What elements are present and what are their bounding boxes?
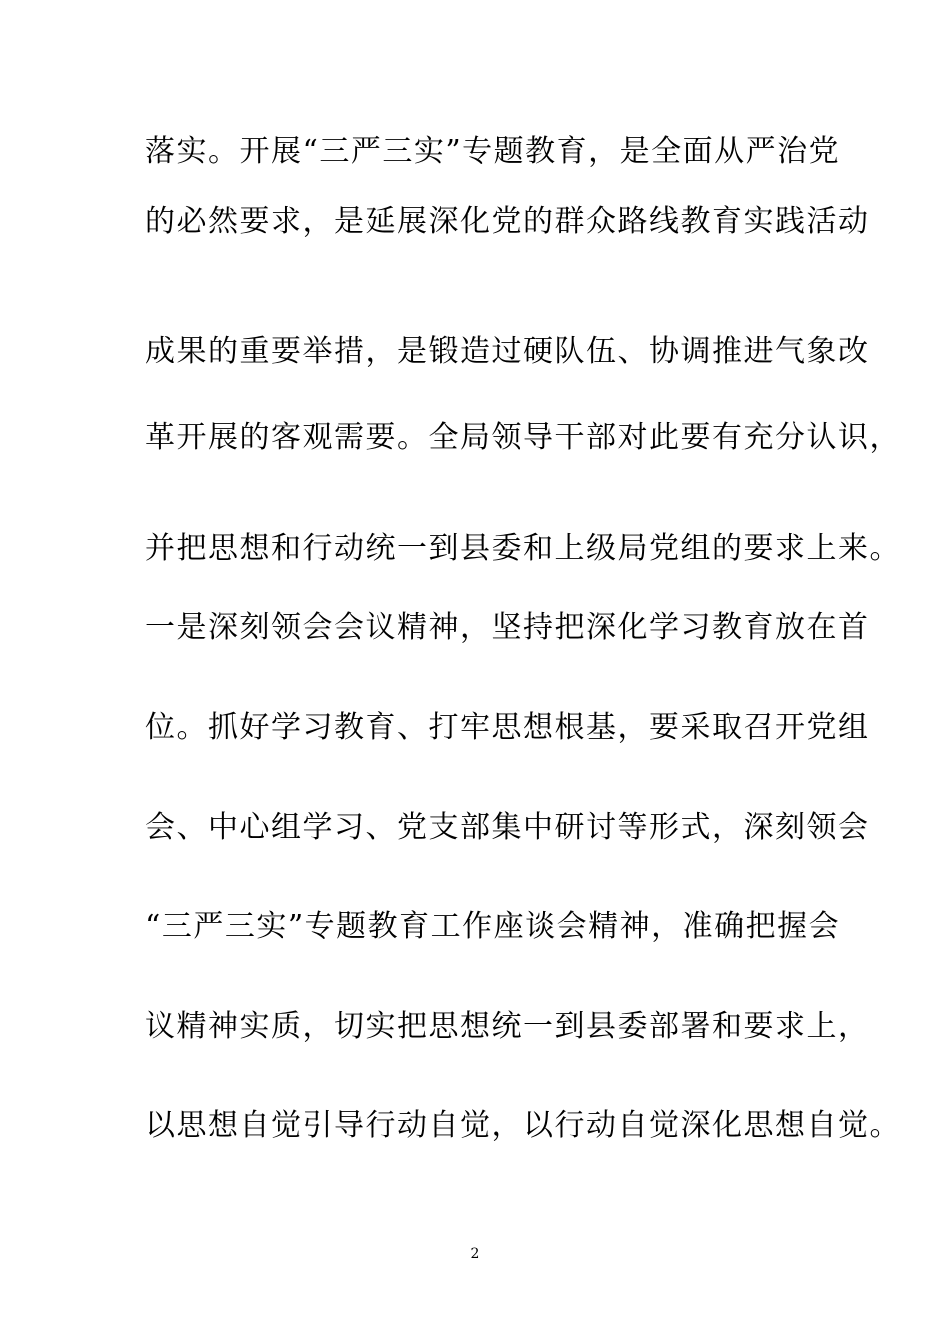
text-line: 一是深刻领会会议精神，坚持把深化学习教育放在首 — [145, 610, 870, 645]
text-line: 的必然要求，是延展深化党的群众路线教育实践活动 — [145, 204, 870, 239]
text-line: 会、中心组学习、党支部集中研讨等形式，深刻领会 — [145, 810, 870, 845]
text-line: 革开展的客观需要。全局领导干部对此要有充分认识， — [145, 420, 901, 455]
text-line: “三严三实”专题教育工作座谈会精神，准确把握会 — [145, 909, 841, 944]
text-line: 落实。开展“三严三实”专题教育，是全面从严治党 — [145, 134, 841, 169]
page-number: 2 — [470, 1246, 480, 1262]
text-line: 以思想自觉引导行动自觉，以行动自觉深化思想自觉。 — [145, 1108, 901, 1143]
text-line: 并把思想和行动统一到县委和上级局党组的要求上来。 — [145, 531, 901, 566]
text-line: 议精神实质，切实把思想统一到县委部署和要求上， — [145, 1009, 870, 1044]
text-line: 成果的重要举措，是锻造过硬队伍、协调推进气象改 — [145, 334, 870, 369]
text-line: 位。抓好学习教育、打牢思想根基，要采取召开党组 — [145, 710, 870, 745]
